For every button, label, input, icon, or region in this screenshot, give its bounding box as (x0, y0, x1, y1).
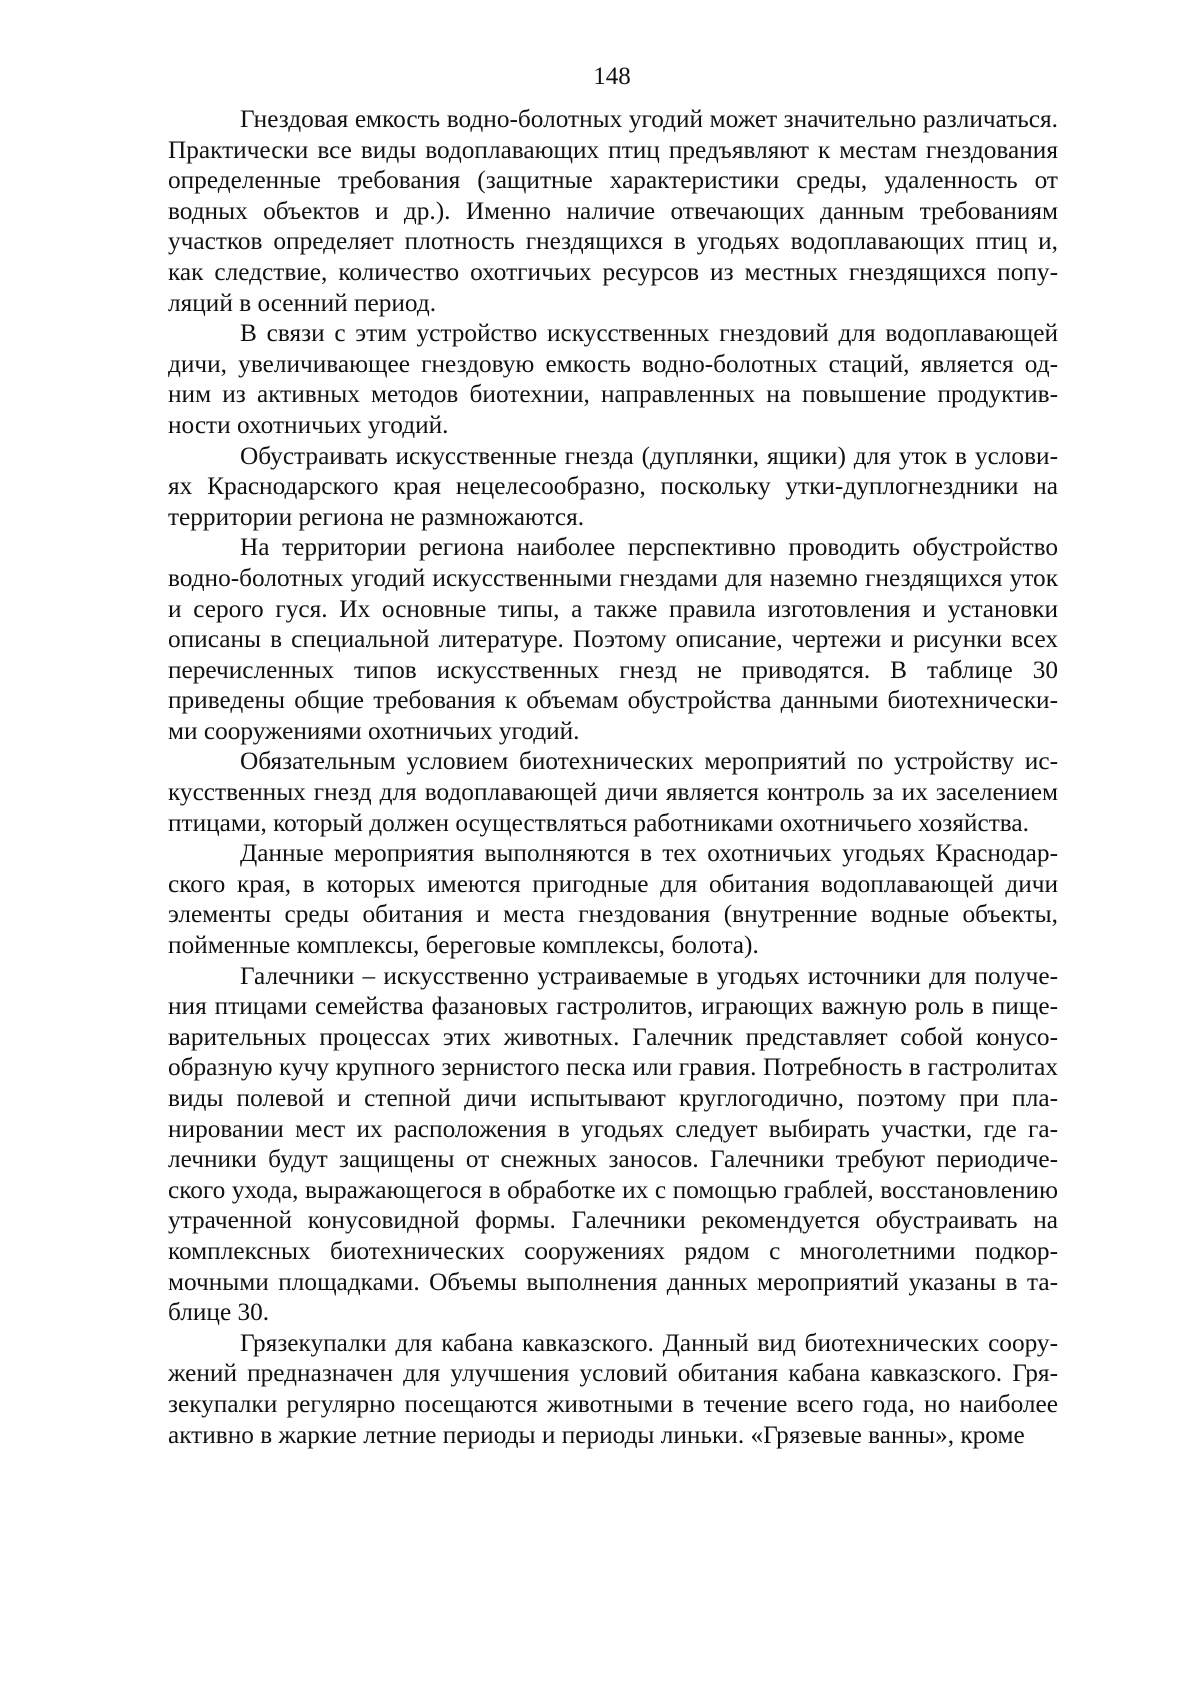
paragraph-monitoring: Обязательным условием биотехнических мероприятий по устройству искусственных гнезд для водоплавающей дичи является контроль за их заселением птицами, который должен осуществляться работниками охотничьего хозяйства. (168, 747, 1058, 837)
paragraph-habitat-areas: Данные мероприятия выполняются в тех охотничьих угодьях Краснодарского края, в которых имеются пригодные для обитания водоплавающей дичи элементы среды обитания и места гнездования (внутренние водные объекты, пойменные комплексы, береговые комплексы, болота). (168, 839, 1058, 960)
paragraph-mud-baths: Грязекупалки для кабана кавказского. Данный вид биотехнических сооружений предназначен для улучшения условий обитания кабана кавказского. Грязекупалки регулярно посещаются животными в течение всего года, но наиболее активно в жаркие летние периоды и периоды линьки. «Грязевые ванны», кроме (168, 1328, 1058, 1449)
body-text (168, 104, 1058, 1450)
paragraph-ground-nests: На территории региона наиболее перспективно проводить обустройство водно-болотных угодий искусственными гнездами для наземно гнездящихся уток и серого гуся. Их основные типы, а также правила изготовления и установки описаны в специальной литературе. Поэтому описание, чертежи и рисунки всех перечисленных типов искусственных гнезд не приводятся. В таблице 30 приведены общие требования к объемам обустройства данными биотехническими сооружениями охотничьих угодий. (168, 533, 1058, 745)
paragraph-gravel-piles: Галечники – искусственно устраиваемые в угодьях источники для получения птицами семейства фазановых гастролитов, играющих важную роль в пищеварительных процессах этих животных. Галечник представляет собой конусообразную кучу крупного зернистого песка или гравия. Потребность в гастролитах виды полевой и степной дичи испытывают круглогодично, поэтому при планировании мест их расположения в угодьях следует выбирать участки, где галечники будут защищены от снежных заносов. Галечники требуют периодического ухода, выражающегося в обработке их с помощью граблей, восстановлению утраченной конусовидной формы. Галечники рекомендуется обустраивать на комплексных биотехнических сооружениях рядом с многолетними подкормочными площадками. Объемы выполнения данных мероприятий указаны в таблице 30. (168, 961, 1058, 1327)
paragraph-nesting-capacity: Гнездовая емкость водно-болотных угодий может значительно различаться. Практически все виды водоплавающих птиц предъявляют к местам гнездования определенные требования (защитные характеристики среды, удаленность от водных объектов и др.). Именно наличие отвечающих данным требованиям участков определяет плотность гнездящихся в угодьях водоплавающих птиц и, как следствие, количество охотгичьих ресурсов из местных гнездящихся популяций в осенний период. (168, 105, 1058, 317)
paragraph-artificial-nests: В связи с этим устройство искусственных гнездовий для водоплавающей дичи, увеличивающее гнездовую емкость водно-болотных стаций, является одним из активных методов биотехнии, направленных на повышение продуктивности охотничьих угодий. (168, 319, 1058, 439)
page-number: 148 (593, 63, 631, 90)
paragraph-nest-boxes: Обустраивать искусственные гнезда (дуплянки, ящики) для уток в условиях Краснодарского края нецелесообразно, поскольку утки-дуплогнездники на территории региона не размножаются. (168, 441, 1058, 531)
